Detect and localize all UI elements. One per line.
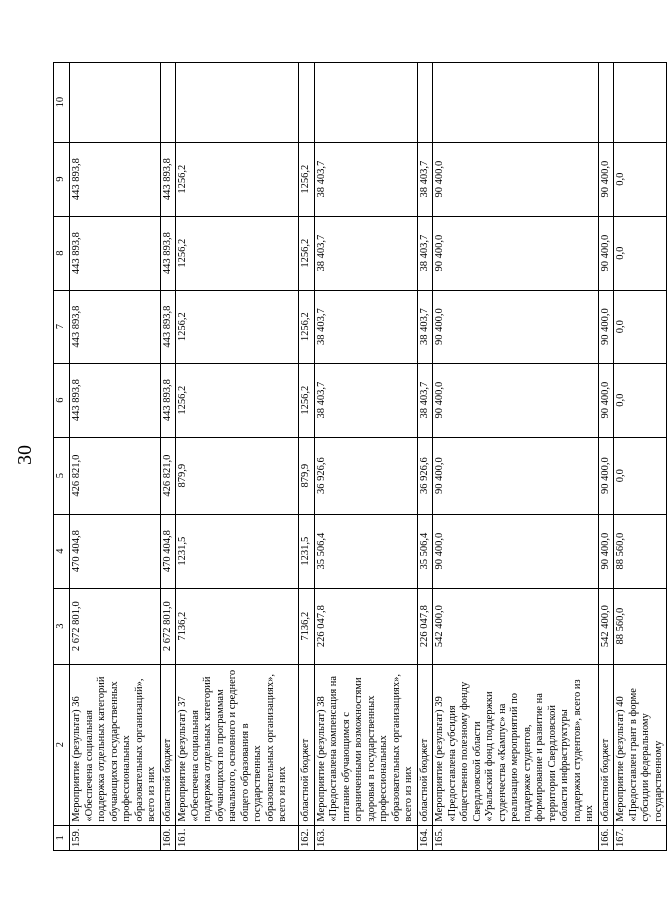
column-header: 10: [54, 62, 70, 142]
row-description: областной бюджет: [160, 664, 176, 825]
table-row: [176, 62, 299, 850]
row-number: 162.: [299, 825, 315, 850]
amount-cell: 0,0: [614, 142, 667, 216]
amount-cell: [160, 62, 176, 142]
row-number: 160.: [160, 825, 176, 850]
row-number: 161.: [176, 825, 299, 850]
amount-cell: 35 506,4: [314, 514, 417, 588]
amount-cell: [70, 62, 161, 142]
amount-cell: 38 403,7: [417, 216, 433, 290]
amount-cell: [433, 62, 599, 142]
amount-cell: 7136,2: [299, 588, 315, 664]
amount-cell: 90 400,0: [598, 514, 614, 588]
amount-cell: 35 506,4: [417, 514, 433, 588]
amount-cell: 90 400,0: [433, 216, 599, 290]
amount-cell: 443 893,8: [160, 363, 176, 437]
amount-cell: 1256,2: [176, 216, 299, 290]
row-description: Мероприятие (результат) 36 «Обеспечена социальная поддержка отдельных категорий обучающихся государственных профессиональных образовательных организаций», всего из них: [70, 664, 161, 825]
column-header: 8: [54, 216, 70, 290]
column-header: 7: [54, 290, 70, 363]
amount-cell: 38 403,7: [314, 142, 417, 216]
column-header: 9: [54, 142, 70, 216]
row-description: Мероприятие (результат) 38 «Предоставлена компенсация на питание обучающимся с ограниченными возможностями здоровья в государственных профессиональных образовательных организациях», всего из них: [314, 664, 417, 825]
table-row: [598, 62, 614, 850]
table-row: [70, 62, 161, 850]
amount-cell: 879,9: [176, 437, 299, 514]
amount-cell: [314, 62, 417, 142]
amount-cell: 90 400,0: [433, 363, 599, 437]
amount-cell: 542 400,0: [433, 588, 599, 664]
column-header: 5: [54, 437, 70, 514]
amount-cell: [614, 62, 667, 142]
amount-cell: 443 893,8: [160, 216, 176, 290]
row-description: областной бюджет: [598, 664, 614, 825]
amount-cell: [299, 62, 315, 142]
table-row: [614, 62, 667, 850]
row-number: 166.: [598, 825, 614, 850]
header-row: [54, 62, 70, 850]
amount-cell: 443 893,8: [160, 142, 176, 216]
amount-cell: 1256,2: [176, 142, 299, 216]
amount-cell: 88 560,0: [614, 588, 667, 664]
row-number: 159.: [70, 825, 161, 850]
row-number: 164.: [417, 825, 433, 850]
amount-cell: 38 403,7: [314, 290, 417, 363]
amount-cell: 1256,2: [299, 142, 315, 216]
amount-cell: 1256,2: [176, 290, 299, 363]
table-row: [160, 62, 176, 850]
amount-cell: 90 400,0: [598, 363, 614, 437]
amount-cell: 1231,5: [176, 514, 299, 588]
amount-cell: 90 400,0: [433, 437, 599, 514]
row-number: 165.: [433, 825, 599, 850]
amount-cell: 542 400,0: [598, 588, 614, 664]
row-description: областной бюджет: [299, 664, 315, 825]
amount-cell: 88 560,0: [614, 514, 667, 588]
amount-cell: 470 404,8: [160, 514, 176, 588]
row-description: областной бюджет: [417, 664, 433, 825]
amount-cell: 90 400,0: [433, 290, 599, 363]
amount-cell: 7136,2: [176, 588, 299, 664]
amount-cell: 90 400,0: [598, 142, 614, 216]
row-number: 167.: [614, 825, 667, 850]
amount-cell: 38 403,7: [314, 363, 417, 437]
amount-cell: 0,0: [614, 216, 667, 290]
page-number: 30: [14, 445, 36, 465]
amount-cell: 443 893,8: [70, 216, 161, 290]
amount-cell: 2 672 801,0: [70, 588, 161, 664]
amount-cell: 38 403,7: [314, 216, 417, 290]
amount-cell: 443 893,8: [70, 142, 161, 216]
amount-cell: 90 400,0: [598, 290, 614, 363]
amount-cell: 90 400,0: [433, 514, 599, 588]
amount-cell: 38 403,7: [417, 363, 433, 437]
amount-cell: 1256,2: [299, 216, 315, 290]
amount-cell: 36 926,6: [314, 437, 417, 514]
amount-cell: 426 821,0: [160, 437, 176, 514]
amount-cell: 90 400,0: [598, 216, 614, 290]
amount-cell: 38 403,7: [417, 290, 433, 363]
amount-cell: 90 400,0: [598, 437, 614, 514]
amount-cell: 38 403,7: [417, 142, 433, 216]
amount-cell: 443 893,8: [70, 290, 161, 363]
row-description: Мероприятие (результат) 39 «Предоставлена субсидия общественно полезному фонду Свердловской области «Уральский фонд поддержки студенчества «Кампус» на реализацию мероприятий по поддержке студентов, формирование и развитие на территории Свердловской области инфраструктуры поддержки студентов», всего из них: [433, 664, 599, 825]
table-row: [433, 62, 599, 850]
amount-cell: [176, 62, 299, 142]
table-row: [314, 62, 417, 850]
row-number: 163.: [314, 825, 417, 850]
amount-cell: 470 404,8: [70, 514, 161, 588]
amount-cell: [417, 62, 433, 142]
amount-cell: 226 047,8: [314, 588, 417, 664]
column-header: 3: [54, 588, 70, 664]
amount-cell: 0,0: [614, 437, 667, 514]
amount-cell: 426 821,0: [70, 437, 161, 514]
amount-cell: 879,9: [299, 437, 315, 514]
amount-cell: 36 926,6: [417, 437, 433, 514]
amount-cell: 90 400,0: [433, 142, 599, 216]
amount-cell: 0,0: [614, 363, 667, 437]
table-row: [417, 62, 433, 850]
amount-cell: 226 047,8: [417, 588, 433, 664]
amount-cell: 2 672 801,0: [160, 588, 176, 664]
table-row: [299, 62, 315, 850]
amount-cell: 1256,2: [299, 363, 315, 437]
amount-cell: [598, 62, 614, 142]
column-header: 6: [54, 363, 70, 437]
budget-table: [53, 62, 667, 851]
amount-cell: 443 893,8: [160, 290, 176, 363]
row-description: Мероприятие (результат) 37 «Обеспечена социальная поддержка отдельных категорий обучающихся по программам начального, основного и среднего общего образования в государственных образовательных организациях», всего из них: [176, 664, 299, 825]
amount-cell: 1256,2: [176, 363, 299, 437]
row-description: Мероприятие (результат) 40 «Предоставлен грант в форме субсидии федеральному государственному: [614, 664, 667, 825]
column-header: 1: [54, 825, 70, 850]
amount-cell: 0,0: [614, 290, 667, 363]
amount-cell: 1231,5: [299, 514, 315, 588]
column-header: 2: [54, 664, 70, 825]
amount-cell: 1256,2: [299, 290, 315, 363]
amount-cell: 443 893,8: [70, 363, 161, 437]
column-header: 4: [54, 514, 70, 588]
